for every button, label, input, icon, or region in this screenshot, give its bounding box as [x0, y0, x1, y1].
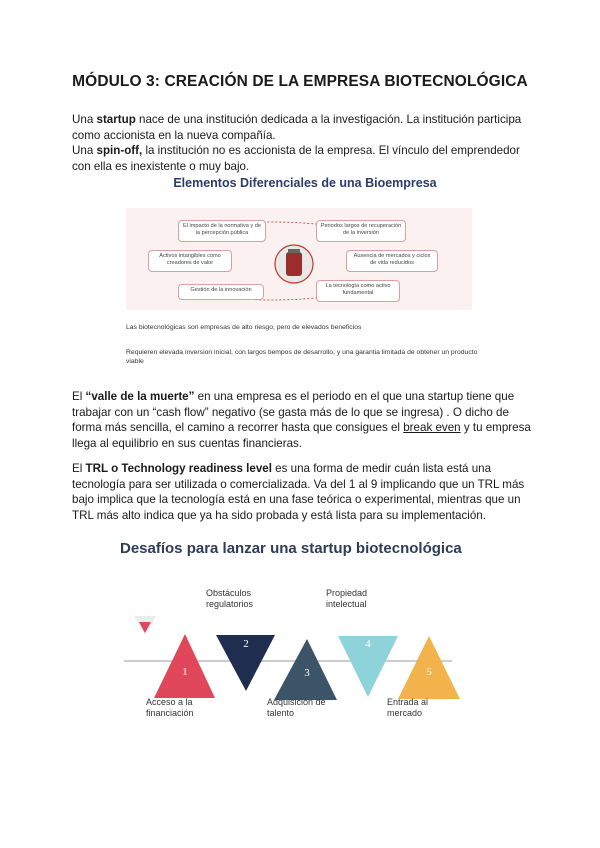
valle-paragraph — [72, 389, 534, 451]
text: Una — [72, 113, 97, 126]
jar-icon — [286, 252, 302, 276]
step-label: Entrada al mercado — [387, 697, 429, 718]
trl-paragraph — [72, 461, 534, 523]
term-valle: “valle de la muerte” — [85, 390, 195, 403]
step-label: Adquisición de talento — [267, 697, 326, 718]
text: y tu empresa llega al equilibrio en sus cuentas financieras. — [72, 421, 531, 450]
step-number: 2 — [243, 638, 249, 650]
diagram-box: El impacto de la normativa y de la percepción pública — [178, 220, 266, 242]
text: nace de una institución dedicada a la investigación. La institución participa como accionista en la nueva compañía. — [72, 113, 522, 142]
diagram-box: Ausencia de mercados y ciclos de vida reducidos — [346, 250, 438, 272]
figure1-caption: Las biotecnológicas son empresas de alto riesgo, pero de elevados beneficios — [126, 324, 362, 331]
step-number: 1 — [182, 666, 188, 678]
step-number: 3 — [304, 667, 310, 679]
figure2-heading: Desafíos para lanzar una startup biotecnológica — [120, 540, 462, 557]
bioempresa-figure — [120, 172, 490, 372]
text: Una — [72, 144, 97, 158]
step-label: Obstáculos regulatorios — [206, 588, 254, 609]
text: El — [72, 462, 86, 475]
text: El — [72, 390, 86, 403]
text: la institución no es accionista de la empresa. El vínculo del emprendedor con ella es inexistente o muy bajo. — [72, 144, 520, 173]
jar-lid-icon — [288, 249, 300, 253]
desafios-figure — [120, 540, 480, 730]
term-spin-off: spin-off, — [96, 144, 143, 158]
diagram-box: Activos intangibles como creadores de valor — [148, 250, 232, 272]
text: en una empresa es el periodo en el que una startup tiene que trabajar con un “cash flow” negativo (se gasta más de lo que se ingresa) . O dicho de forma más sencilla, el camino a recorrer hasta que consigues el — [72, 390, 515, 435]
term-trl: TRL o Technology readiness level — [85, 462, 272, 475]
diagram-box: Gestión de la innovación — [178, 284, 264, 300]
startup-paragraph — [72, 112, 534, 174]
text: es una forma de medir cuán lista está una tecnología para ser utilizada o comercializada. Va del 1 al 9 implicando que un TRL más bajo implica que la tecnología está en una fase teórica o experimental, mientras que un TRL más alto indica que ya ha sido probada y está lista para su implementación. — [72, 462, 525, 522]
figure1-diagram — [120, 172, 490, 372]
step-label: Acceso a la financiación — [146, 697, 194, 718]
step-label: Propiedad intelectual — [326, 588, 368, 609]
diagram-box: Periodos largos de recuperación de la inversión — [316, 220, 406, 242]
figure1-caption: Requieren elevada inversion inicial, con largos tiempos de desarrollo, y una garantia limitada de obtener un producto viable — [126, 349, 478, 365]
term-break-even: break even — [403, 421, 461, 435]
term-startup: startup — [96, 113, 136, 126]
figure1-heading: Elementos Diferenciales de una Bioempresa — [173, 176, 437, 190]
step-number: 5 — [426, 666, 432, 678]
diagram-box: La tecnología como activo fundamental — [316, 280, 400, 302]
page-title: MÓDULO 3: CREACIÓN DE LA EMPRESA BIOTECNOLÓGICA — [72, 73, 528, 90]
step-number: 4 — [365, 638, 371, 650]
